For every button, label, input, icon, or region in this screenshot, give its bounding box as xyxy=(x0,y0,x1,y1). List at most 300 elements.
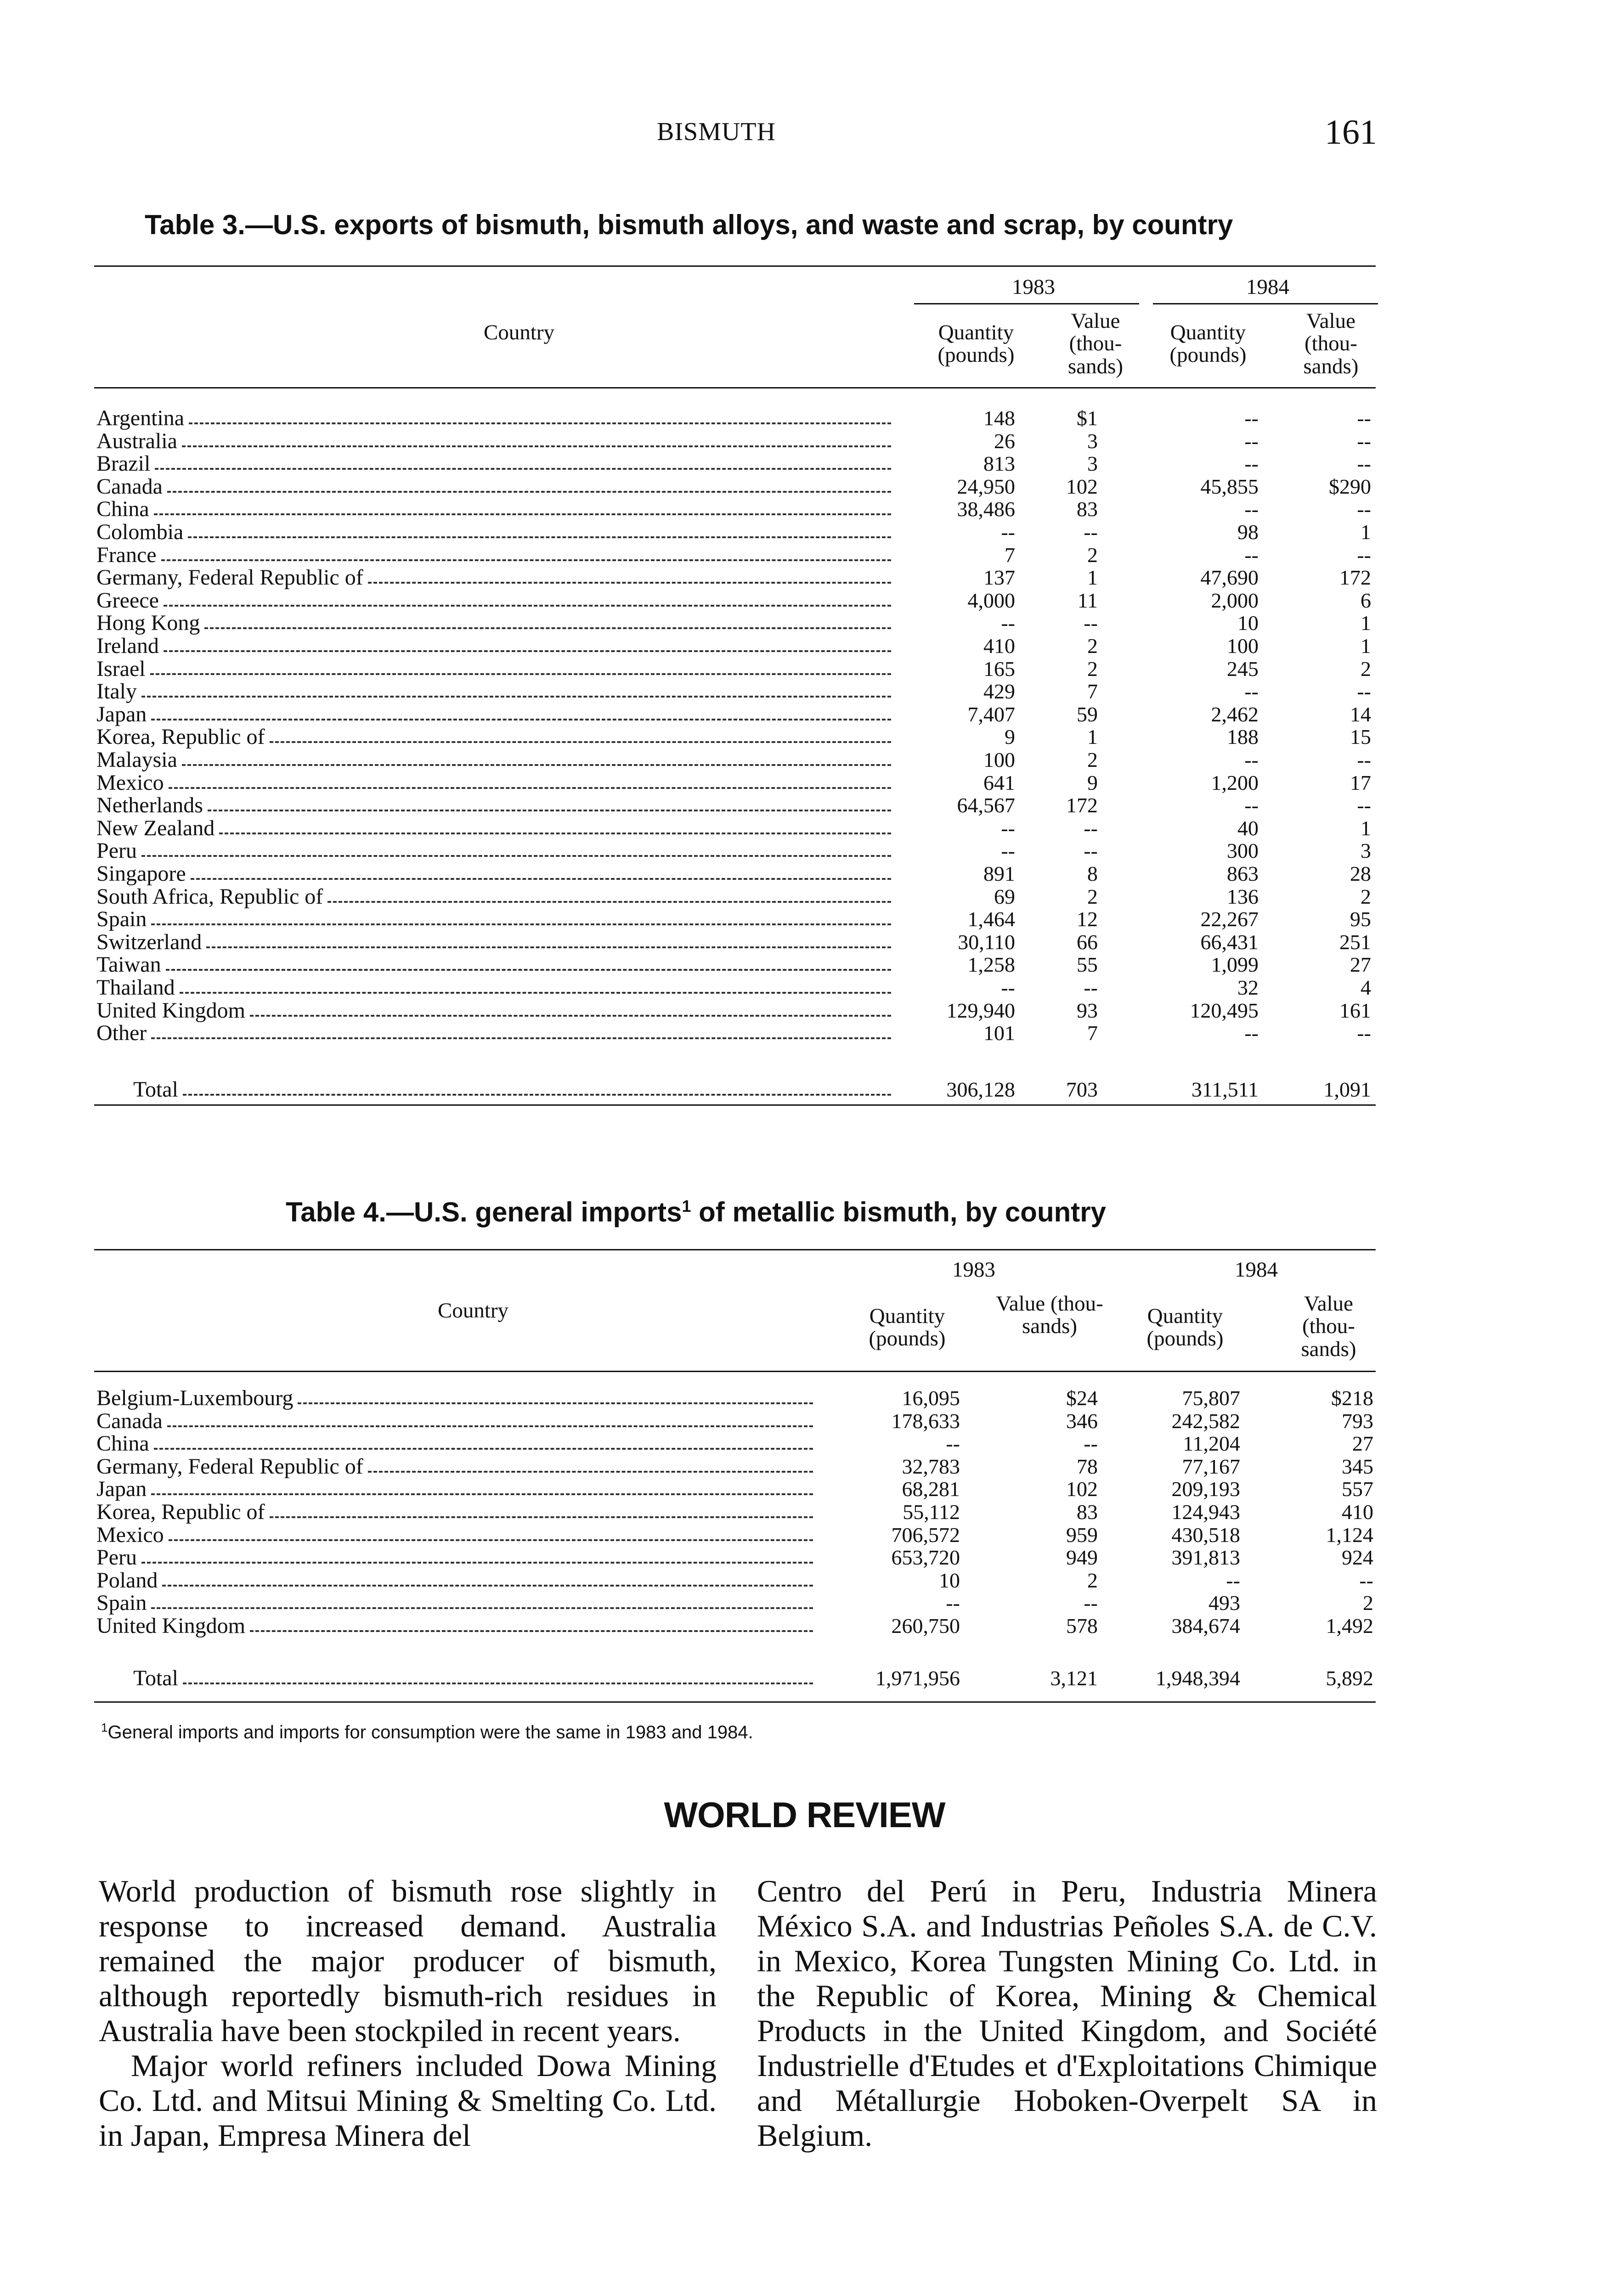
quantity-1983-cell: 165 xyxy=(983,657,1015,681)
value-1983-cell: 59 xyxy=(1077,702,1098,726)
dot-leader xyxy=(166,969,891,971)
quantity-1984-cell: 384,674 xyxy=(1171,1614,1240,1638)
quantity-1983-cell: 429 xyxy=(983,680,1015,703)
value-1983-cell: 2 xyxy=(1087,634,1098,658)
quantity-1984-cell: 300 xyxy=(1227,839,1259,863)
dot-leader xyxy=(182,764,891,766)
quantity-1984-cell: -- xyxy=(1244,406,1259,430)
table-row xyxy=(0,498,1609,520)
country-name: United Kingdom xyxy=(96,998,245,1023)
dot-leader xyxy=(191,878,891,880)
quantity-1983-cell: 100 xyxy=(983,748,1015,771)
value-1983-cell: $1 xyxy=(1077,406,1098,430)
value-1984-cell: 4 xyxy=(1361,976,1371,999)
quantity-1983-cell: 68,281 xyxy=(902,1477,960,1501)
page-number: 161 xyxy=(1325,113,1377,152)
table4-top-rule xyxy=(94,1249,1376,1250)
value-1983-cell: 7 xyxy=(1087,680,1098,703)
dot-leader xyxy=(327,901,891,903)
value-1984-cell: 161 xyxy=(1339,998,1371,1022)
table-row xyxy=(0,612,1609,634)
dot-leader xyxy=(183,1683,813,1684)
value-1983-cell: 2 xyxy=(1087,543,1098,567)
table4-value-header-1983: Value (thou- sands) xyxy=(996,1292,1103,1339)
value-1983-cell: 578 xyxy=(1066,1614,1098,1638)
value-1984-cell: 2 xyxy=(1363,1591,1373,1615)
table3-body xyxy=(0,406,1609,1102)
country-name: Poland xyxy=(96,1568,158,1593)
value-1983-cell: -- xyxy=(1084,839,1098,863)
quantity-1983-cell: 129,940 xyxy=(946,998,1015,1022)
table-row xyxy=(0,1410,1609,1432)
dot-leader xyxy=(164,605,891,607)
value-1984-cell: -- xyxy=(1357,1021,1371,1045)
value-1984-cell: 95 xyxy=(1350,907,1371,931)
value-1984-cell: 410 xyxy=(1342,1500,1373,1524)
table-row xyxy=(0,839,1609,862)
quantity-1983-cell: 24,950 xyxy=(957,474,1015,498)
dot-leader xyxy=(270,741,891,743)
quantity-1983-cell: 137 xyxy=(983,566,1015,590)
dot-leader xyxy=(141,1562,813,1564)
table-row xyxy=(0,1478,1609,1500)
value-1983-cell: 8 xyxy=(1087,862,1098,885)
country-name: Singapore xyxy=(96,861,186,886)
world-review-heading: WORLD REVIEW xyxy=(664,1795,945,1835)
country-name: Belgium-Luxembourg xyxy=(96,1386,294,1410)
country-name: Colombia xyxy=(96,520,184,544)
table4-title xyxy=(286,1196,1106,1228)
value-1983-cell: 703 xyxy=(1066,1078,1098,1101)
table3-qty-header-1984: Quantity (pounds) xyxy=(1169,321,1247,367)
value-1983-cell: 172 xyxy=(1066,793,1098,817)
table4-year-1983: 1983 xyxy=(952,1258,995,1282)
country-name: Switzerland xyxy=(96,929,202,954)
dot-leader xyxy=(188,536,891,538)
quantity-1983-cell: -- xyxy=(1001,611,1015,635)
table4-title-footnote-mark: 1 xyxy=(682,1197,691,1216)
value-1983-cell: 2 xyxy=(1087,657,1098,681)
value-1984-cell: -- xyxy=(1357,543,1371,567)
quantity-1983-cell: 260,750 xyxy=(891,1614,960,1638)
quantity-1984-cell: -- xyxy=(1244,793,1259,817)
country-name: Mexico xyxy=(96,1522,164,1547)
dot-leader xyxy=(141,696,891,698)
quantity-1983-cell: -- xyxy=(946,1591,960,1615)
quantity-1984-cell: 863 xyxy=(1227,862,1259,885)
value-1983-cell: 11 xyxy=(1077,588,1098,612)
country-name: Japan xyxy=(96,702,147,726)
footnote-text: General imports and imports for consumption were the same in 1983 and 1984. xyxy=(107,1722,753,1743)
quantity-1984-cell: -- xyxy=(1244,680,1259,703)
table-row xyxy=(0,635,1609,657)
country-name: Germany, Federal Republic of xyxy=(96,1454,363,1479)
country-name: Germany, Federal Republic of xyxy=(96,565,363,590)
quantity-1984-cell: 98 xyxy=(1237,520,1259,544)
dot-leader xyxy=(167,1425,813,1427)
table3-total-row xyxy=(0,1078,1609,1101)
table-row xyxy=(0,1501,1609,1523)
quantity-1983-cell: -- xyxy=(946,1432,960,1456)
dot-leader xyxy=(167,491,891,493)
quantity-1984-cell: 100 xyxy=(1227,634,1259,658)
dot-leader xyxy=(164,650,891,652)
dot-leader xyxy=(204,627,891,629)
quantity-1983-cell: 55,112 xyxy=(903,1500,960,1524)
dot-leader xyxy=(161,559,891,561)
value-1983-cell: 3 xyxy=(1087,452,1098,476)
country-name: Taiwan xyxy=(96,952,161,977)
country-name: France xyxy=(96,542,157,567)
value-1984-cell: -- xyxy=(1357,497,1371,521)
table3-title: Table 3.—U.S. exports of bismuth, bismuth alloys, and waste and scrap, by country xyxy=(145,209,1233,240)
dot-leader xyxy=(151,923,891,925)
table4-title-prefix: Table 4.—U.S. general imports xyxy=(286,1197,682,1227)
value-1984-cell: 345 xyxy=(1342,1454,1373,1478)
country-name: Peru xyxy=(96,1545,137,1570)
country-name: Hong Kong xyxy=(96,611,200,636)
value-1984-cell: 1 xyxy=(1361,816,1371,840)
dot-leader xyxy=(298,1402,813,1404)
country-name: Spain xyxy=(96,907,147,932)
quantity-1983-cell: 69 xyxy=(994,884,1015,908)
quantity-1984-cell: 1,948,394 xyxy=(1156,1666,1240,1690)
quantity-1983-cell: -- xyxy=(1001,839,1015,863)
value-1984-cell: 557 xyxy=(1342,1477,1373,1501)
table-row xyxy=(0,1592,1609,1614)
dot-leader xyxy=(151,719,891,720)
value-1984-cell: 924 xyxy=(1342,1546,1373,1570)
value-1983-cell: 1 xyxy=(1087,725,1098,749)
quantity-1983-cell: 16,095 xyxy=(902,1386,960,1410)
dot-leader xyxy=(183,1094,891,1096)
total-label: Total xyxy=(133,1077,178,1102)
quantity-1984-cell: 1,099 xyxy=(1211,953,1259,977)
table3-year-1983: 1983 xyxy=(1012,275,1055,299)
country-name: Greece xyxy=(96,588,159,613)
quantity-1983-cell: 653,720 xyxy=(891,1546,960,1570)
table-row xyxy=(0,407,1609,429)
quantity-1983-cell: 306,128 xyxy=(946,1078,1015,1101)
country-name: Korea, Republic of xyxy=(96,725,265,749)
table-row xyxy=(0,544,1609,566)
table4-bottom-rule xyxy=(94,1701,1376,1703)
country-name: Argentina xyxy=(96,406,185,430)
quantity-1983-cell: 7,407 xyxy=(967,702,1015,726)
quantity-1984-cell: 120,495 xyxy=(1190,998,1259,1022)
table4-qty-header-1984: Quantity (pounds) xyxy=(1146,1304,1224,1351)
value-1983-cell: $24 xyxy=(1066,1386,1098,1410)
quantity-1983-cell: 10 xyxy=(939,1568,960,1592)
world-review-right-column xyxy=(757,1874,1377,2153)
value-1984-cell: -- xyxy=(1357,748,1371,771)
table-row xyxy=(0,475,1609,498)
table3-bottom-rule xyxy=(94,1104,1376,1106)
quantity-1983-cell: 178,633 xyxy=(891,1409,960,1433)
quantity-1984-cell: 1,200 xyxy=(1211,771,1259,794)
quantity-1983-cell: -- xyxy=(1001,976,1015,999)
total-label: Total xyxy=(133,1666,178,1690)
quantity-1984-cell: -- xyxy=(1244,452,1259,476)
table-row xyxy=(0,908,1609,930)
value-1983-cell: 7 xyxy=(1087,1021,1098,1045)
value-1984-cell: $218 xyxy=(1331,1386,1373,1410)
quantity-1984-cell: -- xyxy=(1244,497,1259,521)
country-name: Other xyxy=(96,1021,147,1046)
footnote xyxy=(101,1721,753,1743)
quantity-1983-cell: 1,971,956 xyxy=(875,1666,960,1690)
quantity-1983-cell: 38,486 xyxy=(957,497,1015,521)
value-1984-cell: 5,892 xyxy=(1326,1666,1373,1690)
value-1984-cell: 172 xyxy=(1339,566,1371,590)
dot-leader xyxy=(150,673,891,675)
value-1984-cell: 251 xyxy=(1339,930,1371,954)
value-1984-cell: 2 xyxy=(1361,657,1371,681)
country-name: Mexico xyxy=(96,770,164,795)
table4-total-row xyxy=(0,1667,1609,1689)
quantity-1984-cell: -- xyxy=(1244,543,1259,567)
quantity-1983-cell: -- xyxy=(1001,816,1015,840)
table3-value-header-1984: Value (thou- sands) xyxy=(1303,309,1359,378)
value-1984-cell: 793 xyxy=(1342,1409,1373,1433)
quantity-1983-cell: 148 xyxy=(983,406,1015,430)
dot-leader xyxy=(151,1037,891,1039)
country-name: Brazil xyxy=(96,451,151,476)
value-1984-cell: 17 xyxy=(1350,771,1371,794)
value-1984-cell: 27 xyxy=(1350,953,1371,977)
value-1984-cell: 14 xyxy=(1350,702,1371,726)
table-row xyxy=(0,1022,1609,1044)
dot-leader xyxy=(270,1516,813,1518)
dot-leader xyxy=(154,1448,813,1450)
quantity-1984-cell: 124,943 xyxy=(1171,1500,1240,1524)
dot-leader xyxy=(154,513,891,515)
quantity-1984-cell: 242,582 xyxy=(1171,1409,1240,1433)
quantity-1984-cell: 391,813 xyxy=(1171,1546,1240,1570)
country-name: Netherlands xyxy=(96,793,203,818)
table3-value-header-1983: Value (thou- sands) xyxy=(1067,309,1123,378)
table-row xyxy=(0,680,1609,703)
value-1983-cell: 9 xyxy=(1087,771,1098,794)
quantity-1984-cell: 40 xyxy=(1237,816,1259,840)
country-name: South Africa, Republic of xyxy=(96,884,323,909)
value-1984-cell: 1 xyxy=(1361,634,1371,658)
dot-leader xyxy=(368,1471,813,1473)
quantity-1983-cell: 641 xyxy=(983,771,1015,794)
value-1983-cell: -- xyxy=(1084,611,1098,635)
value-1984-cell: 1 xyxy=(1361,520,1371,544)
value-1984-cell: 15 xyxy=(1350,725,1371,749)
table-row xyxy=(0,885,1609,908)
dot-leader xyxy=(162,1585,813,1587)
value-1984-cell: 3 xyxy=(1361,839,1371,863)
value-1984-cell: $290 xyxy=(1329,474,1371,498)
value-1983-cell: 2 xyxy=(1087,884,1098,908)
value-1983-cell: 55 xyxy=(1077,953,1098,977)
table3-header-rule xyxy=(94,387,1376,388)
value-1984-cell: 28 xyxy=(1350,862,1371,885)
table-row xyxy=(0,658,1609,680)
table-row xyxy=(0,521,1609,543)
table3-1983-rule xyxy=(914,303,1139,304)
value-1983-cell: -- xyxy=(1084,1591,1098,1615)
value-1984-cell: 1 xyxy=(1361,611,1371,635)
value-1984-cell: -- xyxy=(1357,680,1371,703)
value-1983-cell: 2 xyxy=(1087,748,1098,771)
country-name: Thailand xyxy=(96,975,175,1000)
quantity-1984-cell: 311,511 xyxy=(1191,1078,1259,1101)
value-1984-cell: -- xyxy=(1357,406,1371,430)
quantity-1984-cell: 136 xyxy=(1227,884,1259,908)
table4-title-suffix: of metallic bismuth, by country xyxy=(691,1197,1106,1227)
quantity-1984-cell: 45,855 xyxy=(1200,474,1259,498)
quantity-1984-cell: 11,204 xyxy=(1183,1432,1240,1456)
quantity-1983-cell: 7 xyxy=(1005,543,1015,567)
world-review-left-column xyxy=(99,1874,717,2153)
dot-leader xyxy=(250,1630,813,1632)
quantity-1984-cell: 2,000 xyxy=(1211,588,1259,612)
dot-leader xyxy=(206,946,891,948)
table-row xyxy=(0,589,1609,612)
quantity-1984-cell: 2,462 xyxy=(1211,702,1259,726)
value-1983-cell: -- xyxy=(1084,520,1098,544)
quantity-1984-cell: 75,807 xyxy=(1182,1386,1240,1410)
country-name: Ireland xyxy=(96,634,159,658)
country-name: Korea, Republic of xyxy=(96,1500,265,1524)
table4-value-header-1984: Value (thou- sands) xyxy=(1301,1292,1356,1361)
table-row xyxy=(0,1569,1609,1592)
quantity-1983-cell: 813 xyxy=(983,452,1015,476)
value-1984-cell: -- xyxy=(1357,429,1371,453)
table-row xyxy=(0,726,1609,748)
table-row xyxy=(0,1455,1609,1478)
value-1983-cell: 1 xyxy=(1087,566,1098,590)
footnote-mark: 1 xyxy=(101,1721,108,1734)
quantity-1984-cell: -- xyxy=(1244,748,1259,771)
value-1983-cell: -- xyxy=(1084,1432,1098,1456)
quantity-1984-cell: 245 xyxy=(1227,657,1259,681)
table-row xyxy=(0,1524,1609,1546)
table-row xyxy=(0,1432,1609,1455)
dot-leader xyxy=(151,1493,813,1495)
value-1983-cell: 346 xyxy=(1066,1409,1098,1433)
value-1983-cell: 93 xyxy=(1077,998,1098,1022)
dot-leader xyxy=(208,810,891,811)
quantity-1984-cell: -- xyxy=(1244,1021,1259,1045)
quantity-1983-cell: 30,110 xyxy=(958,930,1015,954)
table-row xyxy=(0,817,1609,839)
dot-leader xyxy=(368,582,891,584)
quantity-1983-cell: 64,567 xyxy=(957,793,1015,817)
table4-header-rule xyxy=(94,1371,1376,1372)
quantity-1984-cell: 47,690 xyxy=(1200,566,1259,590)
table-row xyxy=(0,771,1609,794)
quantity-1984-cell: 32 xyxy=(1237,976,1259,999)
country-name: Japan xyxy=(96,1477,147,1502)
table-row xyxy=(0,452,1609,475)
value-1983-cell: 949 xyxy=(1066,1546,1098,1570)
value-1984-cell: 2 xyxy=(1361,884,1371,908)
table4-body xyxy=(0,1387,1609,1708)
value-1983-cell: 78 xyxy=(1077,1454,1098,1478)
dot-leader xyxy=(180,992,891,994)
table-row xyxy=(0,430,1609,452)
value-1983-cell: 66 xyxy=(1077,930,1098,954)
quantity-1983-cell: 9 xyxy=(1005,725,1015,749)
country-name: Italy xyxy=(96,679,137,704)
value-1983-cell: 83 xyxy=(1077,1500,1098,1524)
value-1983-cell: 102 xyxy=(1066,1477,1098,1501)
value-1984-cell: -- xyxy=(1357,452,1371,476)
country-name: Israel xyxy=(96,656,146,681)
value-1983-cell: 83 xyxy=(1077,497,1098,521)
country-name: Canada xyxy=(96,474,163,499)
value-1984-cell: 6 xyxy=(1361,588,1371,612)
value-1983-cell: 3,121 xyxy=(1050,1666,1098,1690)
value-1983-cell: 3 xyxy=(1087,429,1098,453)
dot-leader xyxy=(169,787,891,789)
country-name: New Zealand xyxy=(96,816,215,840)
table-row xyxy=(0,748,1609,771)
value-1983-cell: 102 xyxy=(1066,474,1098,498)
quantity-1983-cell: 891 xyxy=(983,862,1015,885)
dot-leader xyxy=(189,422,891,424)
value-1984-cell: 1,492 xyxy=(1326,1614,1373,1638)
value-1983-cell: 12 xyxy=(1077,907,1098,931)
table3-country-header: Country xyxy=(483,321,555,344)
table3-year-1984: 1984 xyxy=(1246,275,1289,299)
value-1984-cell: 1,124 xyxy=(1326,1523,1373,1547)
world-review-paragraph-2: Major world refiners included Dowa Mining Co. Ltd. and Mitsui Mining & Smelting Co. Ltd. in Japan, Empresa Minera del xyxy=(99,2048,717,2153)
country-name: China xyxy=(96,497,149,522)
quantity-1983-cell: 4,000 xyxy=(967,588,1015,612)
table-row xyxy=(0,566,1609,589)
dot-leader xyxy=(250,1015,891,1017)
quantity-1984-cell: 10 xyxy=(1237,611,1259,635)
country-name: Spain xyxy=(96,1591,147,1615)
quantity-1984-cell: -- xyxy=(1244,429,1259,453)
quantity-1984-cell: 493 xyxy=(1208,1591,1240,1615)
value-1983-cell: 959 xyxy=(1066,1523,1098,1547)
dot-leader xyxy=(141,855,891,857)
value-1983-cell: -- xyxy=(1084,816,1098,840)
value-1984-cell: 27 xyxy=(1352,1432,1373,1456)
table-row xyxy=(0,976,1609,999)
quantity-1984-cell: -- xyxy=(1226,1568,1240,1592)
quantity-1983-cell: 706,572 xyxy=(891,1523,960,1547)
country-name: Canada xyxy=(96,1408,163,1433)
table-row xyxy=(0,1615,1609,1637)
quantity-1984-cell: 430,518 xyxy=(1171,1523,1240,1547)
value-1983-cell: -- xyxy=(1084,976,1098,999)
table4-country-header: Country xyxy=(437,1299,509,1322)
quantity-1983-cell: 32,783 xyxy=(902,1454,960,1478)
table-row xyxy=(0,999,1609,1022)
table4-qty-header-1983: Quantity (pounds) xyxy=(869,1304,946,1351)
dot-leader xyxy=(155,468,891,470)
table-row xyxy=(0,794,1609,816)
dot-leader xyxy=(219,833,891,834)
country-name: Peru xyxy=(96,838,137,863)
value-1984-cell: 1,091 xyxy=(1323,1078,1371,1101)
quantity-1983-cell: 101 xyxy=(983,1021,1015,1045)
quantity-1984-cell: 22,267 xyxy=(1200,907,1259,931)
table3-top-rule xyxy=(94,265,1376,267)
table3-qty-header-1983: Quantity (pounds) xyxy=(937,321,1015,367)
dot-leader xyxy=(182,445,891,447)
value-1984-cell: -- xyxy=(1359,1568,1373,1592)
table4-year-1984: 1984 xyxy=(1235,1258,1278,1282)
